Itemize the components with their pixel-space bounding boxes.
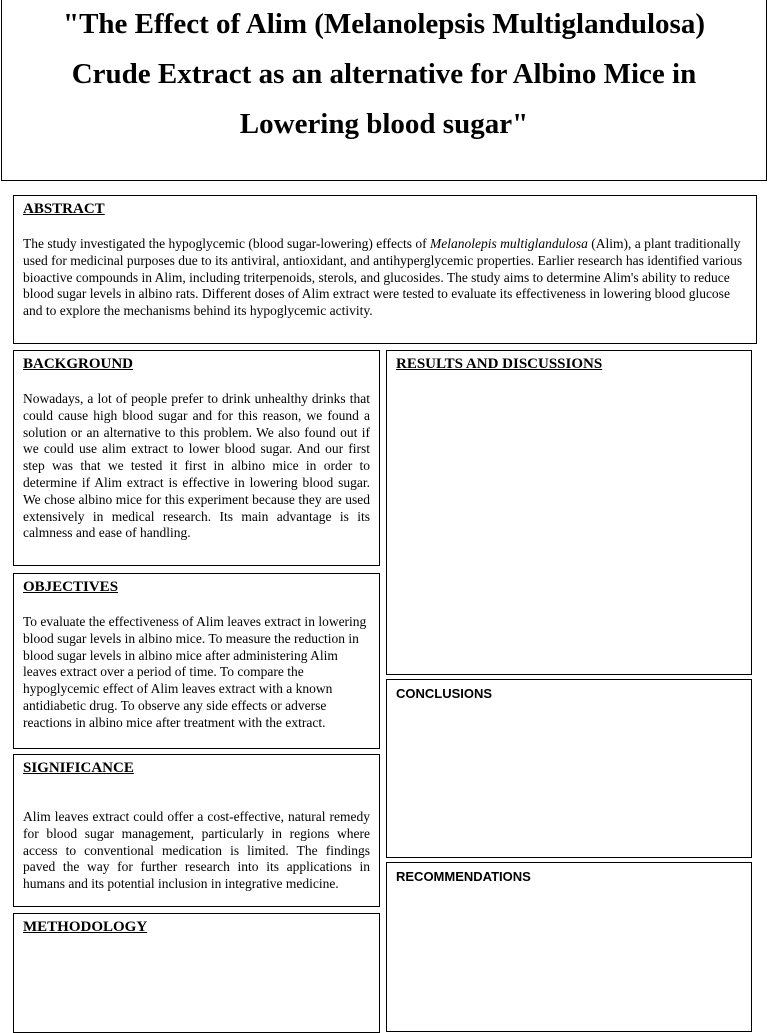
title-line-1: "The Effect of Alim (Melanolepsis Multiglandulosa) (62, 8, 705, 40)
poster-title (2, 0, 766, 149)
conclusions-section (386, 679, 752, 858)
recommendations-heading: RECOMMENDATIONS (396, 869, 531, 884)
background-text: Nowadays, a lot of people prefer to drink unhealthy drinks that could cause high blood sugar and for this reason, we found a solution or an alternative to this problem. We also found out if we could use alim extract to lower blood sugar. And our first step was that we tested it first in albino mice in order to determine if Alim extract is effective in lowering blood sugar. We chose albino mice for this experiment because they are used extensively in medical research. Its main advantage is its calmness and ease of handling. (23, 391, 370, 541)
background-section (13, 350, 380, 566)
objectives-section (13, 573, 380, 749)
significance-section (13, 754, 380, 907)
methodology-heading: METHODOLOGY (23, 919, 148, 935)
abstract-section (13, 195, 757, 344)
results-section (386, 350, 752, 675)
methodology-section (13, 913, 380, 1033)
title-line-3: Lowering blood sugar" (239, 108, 529, 140)
recommendations-section (386, 862, 752, 1032)
abstract-text-end: (Alim), a plant traditionally used for medicinal purposes due to its antiviral, antioxidant, and antihyperglycemic properties. Earlier research has identified various bioactive compounds in Alim, including triterpenoids, sterols, and glucosides. The study aims to determine Alim's ability to reduce blood sugar levels in albino rats. Different doses of Alim extract were tested to evaluate its effectiveness in lowering blood glucose and to explore the mechanisms behind its hypoglycemic activity. (23, 236, 743, 319)
title-line-2: Crude Extract as an alternative for Albino Mice in (71, 58, 697, 90)
abstract-text (23, 236, 747, 320)
abstract-heading: ABSTRACT (23, 201, 105, 217)
abstract-species-name: Melanolepis multiglandulosa (430, 236, 588, 251)
title-box (1, 0, 767, 181)
significance-heading: SIGNIFICANCE (23, 760, 134, 776)
objectives-heading: OBJECTIVES (23, 579, 119, 595)
conclusions-heading: CONCLUSIONS (396, 686, 493, 701)
abstract-text-start: The study investigated the hypoglycemic (blood sugar-lowering) effects of (23, 236, 430, 251)
results-heading: RESULTS AND DISCUSSIONS (396, 356, 603, 372)
objectives-text: To evaluate the effectiveness of Alim leaves extract in lowering blood sugar levels in albino mice. To measure the reduction in blood sugar levels in albino mice after administering Alim leaves extract over a period of time. To compare the hypoglycemic effect of Alim leaves extract with a known antidiabetic drug. To observe any side effects or adverse reactions in albino mice after treatment with the extract. (23, 614, 367, 730)
background-heading: BACKGROUND (23, 356, 134, 372)
significance-text: Alim leaves extract could offer a cost-effective, natural remedy for blood sugar management, particularly in regions where access to conventional medication is limited. The findings paved the way for further research into its applications in humans and its potential inclusion in integrative medicine. (23, 809, 370, 892)
